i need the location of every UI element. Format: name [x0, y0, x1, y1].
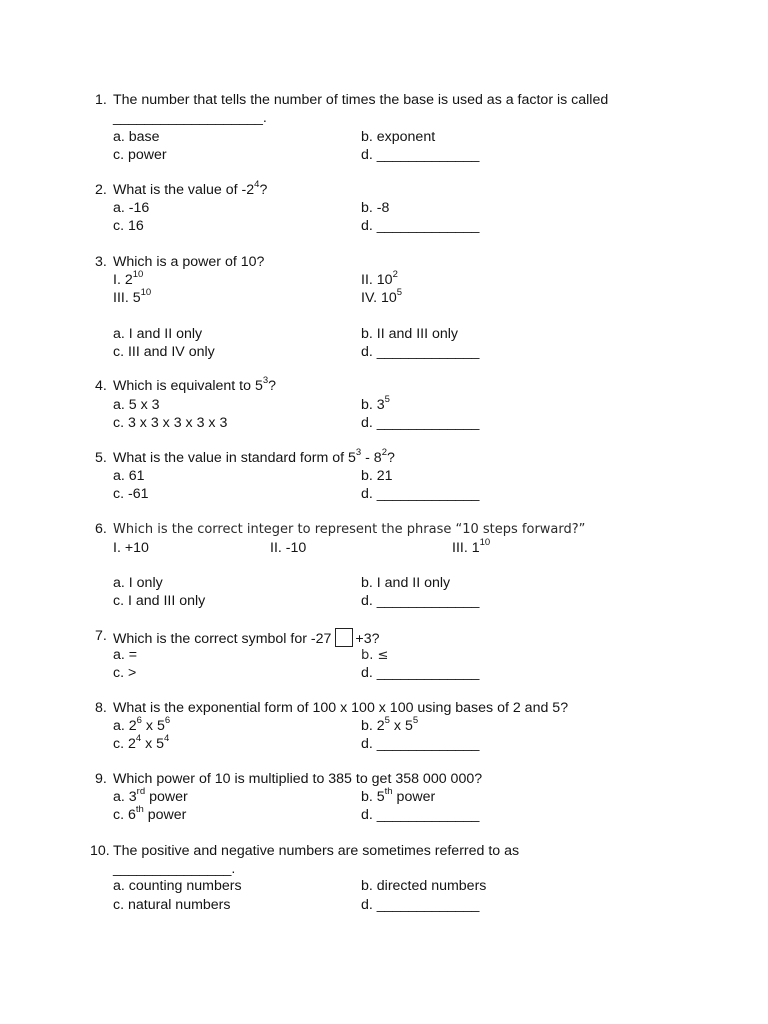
question-number: 4. [95, 378, 107, 394]
choice-b: b. $3^5$ [361, 394, 390, 413]
question-number: 6. [95, 521, 107, 537]
choice-d: d. _____________ [361, 897, 480, 913]
choice-b: b. I and II only [361, 575, 451, 591]
choice-d: d. _____________ [361, 807, 480, 823]
question-stem: What is the value of $-2^4$? [113, 179, 268, 198]
choice-a: a. $2^6$ x $5^6$ [113, 715, 171, 734]
choice-b: b. II and III only [361, 326, 459, 342]
choice-d: d. _____________ [361, 665, 480, 681]
question-number: 8. [95, 700, 107, 716]
roman-option-i: I. $2^{10}$ [113, 269, 144, 288]
choice-a: a. I and II only [113, 326, 203, 342]
answer-blank: ___________________. [113, 110, 267, 126]
choice-b: b. ≤ [361, 648, 389, 663]
choice-d: d. _____________ [361, 147, 480, 163]
choice-d: d. _____________ [361, 486, 480, 502]
choice-d: d. _____________ [361, 736, 480, 752]
choice-a: a. = [113, 647, 138, 663]
roman-option-iii: III. $5^{10}$ [113, 287, 152, 306]
choice-c: c. power [113, 147, 167, 163]
roman-option-iii: III. $1^{10}$ [452, 537, 491, 556]
choice-c: c. natural numbers [113, 897, 231, 913]
roman-option-iv: IV. $10^5$ [361, 287, 403, 306]
choice-c: c. -61 [113, 486, 149, 502]
question-stem: Which is a power of 10? [113, 254, 265, 270]
choice-c: c. > [113, 665, 137, 681]
question-stem: Which is equivalent to $5^3$? [113, 375, 277, 394]
choice-c: c. $2^4$ x $5^4$ [113, 733, 170, 752]
choice-a: a. base [113, 129, 160, 145]
choice-a: a. counting numbers [113, 878, 242, 894]
choice-d: d. _____________ [361, 218, 480, 234]
question-stem: Which is the correct integer to represent the phrase “10 steps forward?” [113, 522, 586, 537]
choice-b: b. exponent [361, 129, 436, 145]
choice-b: b. directed numbers [361, 878, 487, 894]
choice-d: d. _____________ [361, 344, 480, 360]
question-stem: Which is the correct symbol for -27 +3? [113, 628, 379, 649]
choice-c: c. III and IV only [113, 344, 215, 360]
choice-d: d. _____________ [361, 593, 480, 609]
choice-b: b. $2^5$ x $5^5$ [361, 715, 419, 734]
answer-blank: _______________. [113, 861, 236, 877]
question-number: 2. [95, 182, 107, 198]
question-stem: Which power of 10 is multiplied to 385 to get 358 000 000? [113, 771, 483, 787]
roman-option-i: I. +10 [113, 540, 149, 556]
choice-a: a. 5 x 3 [113, 397, 160, 413]
roman-option-ii: II. $10^2$ [361, 269, 398, 288]
choice-b: b. 5th power [361, 786, 436, 805]
choice-c: c. I and III only [113, 593, 206, 609]
choice-b: b. -8 [361, 200, 390, 216]
question-number: 3. [95, 254, 107, 270]
roman-option-ii: II. -10 [270, 540, 307, 556]
question-stem: The number that tells the number of times the base is used as a factor is called [113, 92, 609, 108]
choice-a: a. I only [113, 575, 163, 591]
choice-c: c. 3 x 3 x 3 x 3 x 3 [113, 415, 228, 431]
answer-box [335, 628, 353, 647]
question-number: 5. [95, 450, 107, 466]
question-stem: What is the value in standard form of $5^3 - 8^2$? [113, 447, 395, 466]
question-number: 9. [95, 771, 107, 787]
choice-a: a. -16 [113, 200, 150, 216]
choice-b: b. 21 [361, 468, 393, 484]
question-stem: What is the exponential form of 100 x 100 x 100 using bases of 2 and 5? [113, 700, 569, 716]
choice-d: d. _____________ [361, 415, 480, 431]
question-stem: The positive and negative numbers are sometimes referred to as [113, 843, 520, 859]
choice-c: c. 6th power [113, 804, 187, 823]
choice-a: a. 3rd power [113, 786, 188, 805]
question-number: 10. [90, 843, 110, 859]
question-number: 1. [95, 92, 107, 108]
choice-c: c. 16 [113, 218, 144, 234]
question-number: 7. [95, 628, 107, 644]
choice-a: a. 61 [113, 468, 145, 484]
